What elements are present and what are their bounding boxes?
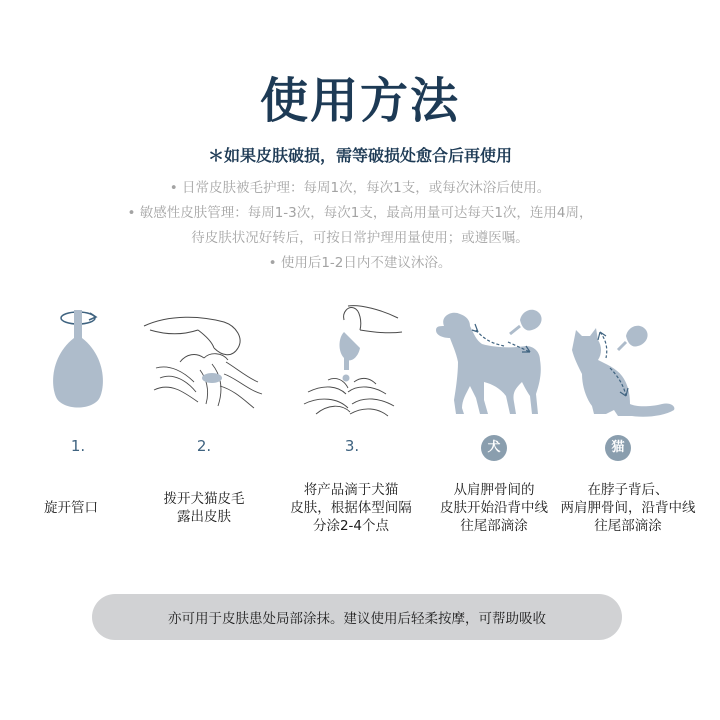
usage-notes xyxy=(0,176,720,276)
applying-drops-icon xyxy=(298,300,408,418)
page-title: 使用方法 xyxy=(259,73,460,129)
pipette-icon xyxy=(42,305,112,415)
step-3-text: 将产品滴于犬猫 皮肤，根据体型间隔 分涂2-4个点 xyxy=(290,482,412,534)
step-2-number: 2. xyxy=(196,437,212,455)
note-line: 待皮肤状况好转后，可按日常护理用量使用；或遵医嘱。 xyxy=(191,230,529,246)
step-3-number: 3. xyxy=(344,437,360,455)
step-1-text: 旋开管口 xyxy=(44,500,98,516)
step-5-text: 在脖子背后、 两肩胛骨间，沿背中线 往尾部滴涂 xyxy=(560,482,696,534)
note-line: • 使用后1-2日内不建议沐浴。 xyxy=(268,255,452,271)
dog-icon xyxy=(430,290,560,422)
dog-badge: 犬 xyxy=(481,435,507,461)
warning-text: ＊如果皮肤破损，需等破损处愈合后再使用 xyxy=(207,146,512,165)
note-line: • 敏感性皮肤管理：每周1-3次，每次1支，最高用量可达每天1次，连用4周， xyxy=(127,205,593,221)
step-4-text: 从肩胛骨间的 皮肤开始沿背中线 往尾部滴涂 xyxy=(440,482,548,534)
note-line: • 日常皮肤被毛护理：每周1次，每次1支，或每次沐浴后使用。 xyxy=(169,180,551,196)
step-2-text: 拨开犬猫皮毛 露出皮肤 xyxy=(163,491,245,525)
step-1-number: 1. xyxy=(70,437,86,455)
hand-parting-fur-icon xyxy=(140,312,270,412)
footer-note xyxy=(92,594,622,640)
footer-text: 亦可用于皮肤患处局部涂抹。建议使用后轻柔按摩，可帮助吸收 xyxy=(168,611,546,627)
cat-badge: 猫 xyxy=(605,435,631,461)
cat-icon xyxy=(566,310,686,422)
